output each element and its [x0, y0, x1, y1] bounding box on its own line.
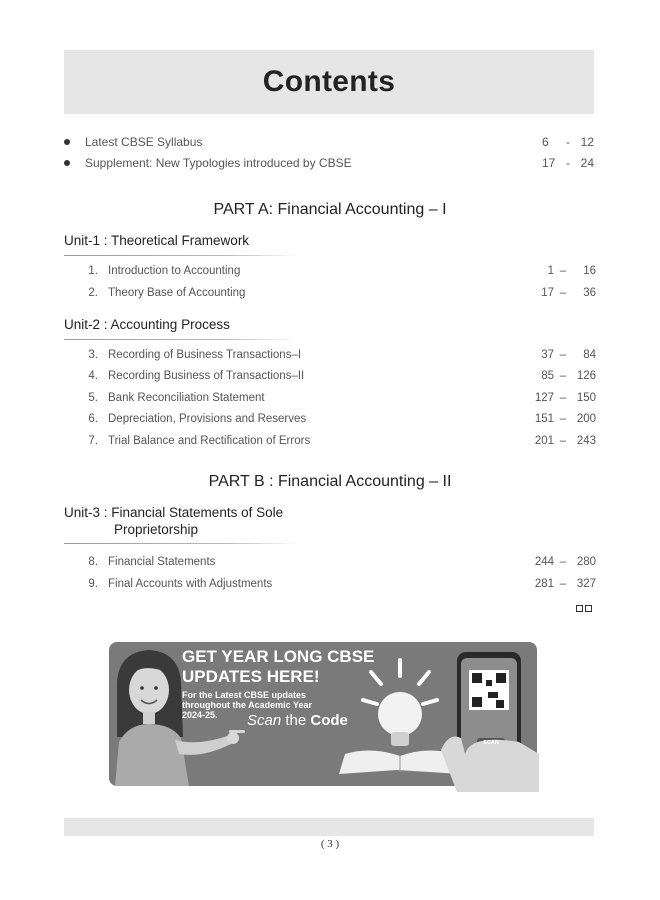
chapter-number: 1.: [88, 265, 98, 277]
chapter-title: Bank Reconciliation Statement: [108, 392, 265, 404]
unit-divider: [64, 339, 299, 340]
page-start: 17: [541, 287, 554, 299]
entry-title: Latest CBSE Syllabus: [85, 135, 203, 149]
toc-chapter-entry[interactable]: [64, 261, 596, 281]
end-of-contents-mark: [576, 605, 592, 612]
page-end: 36: [583, 287, 596, 299]
footer-band: [64, 818, 594, 836]
chapter-title: Recording of Business Transactions–I: [108, 349, 302, 361]
part-b-heading: PART B : Financial Accounting – II: [208, 473, 452, 490]
page-range: [528, 261, 596, 281]
page-start: 151: [534, 413, 554, 425]
range-dash: –: [559, 349, 567, 361]
toc-bullet-entry[interactable]: [64, 153, 594, 173]
chapter-title: Final Accounts with Adjustments: [108, 578, 273, 590]
chapter-title: Introduction to Accounting: [108, 265, 241, 277]
range-dash: –: [559, 413, 567, 425]
page-title: Contents: [262, 65, 396, 98]
page-end: 243: [576, 435, 596, 447]
chapter-number: 9.: [88, 578, 98, 590]
range-dash: –: [559, 435, 567, 447]
page-range: [528, 366, 596, 386]
unit-2-heading: Unit-2 : Accounting Process: [64, 317, 230, 332]
chapter-number: 2.: [88, 287, 98, 299]
toc-chapter-entry[interactable]: [64, 345, 596, 365]
square-icon: [585, 605, 592, 612]
page-end: 280: [576, 556, 596, 568]
page-range: [528, 431, 596, 451]
page-end: 200: [576, 413, 596, 425]
toc-chapter-entry[interactable]: [64, 431, 596, 451]
page-start: 244: [534, 556, 554, 568]
range-dash: –: [559, 370, 567, 382]
chapter-title: Trial Balance and Rectification of Errors: [108, 435, 311, 447]
chapter-title: Depreciation, Provisions and Reserves: [108, 413, 307, 425]
banner-subtitle-line2: throughout the Academic Year: [182, 700, 313, 710]
page-end: 24: [580, 156, 594, 170]
chapter-number: 8.: [88, 556, 98, 568]
toc-chapter-entry[interactable]: [64, 409, 596, 429]
title-band: [64, 50, 594, 114]
range-dash: –: [559, 287, 567, 299]
page-number: ( 3 ): [320, 838, 340, 850]
chapter-number: 3.: [88, 349, 98, 361]
unit-3-heading: [64, 504, 283, 538]
banner-title: [182, 647, 382, 687]
range-dash: –: [559, 578, 567, 590]
page-end: 150: [576, 392, 596, 404]
toc-chapter-entry[interactable]: [64, 552, 596, 572]
range-dash: –: [559, 265, 567, 277]
page-range: [528, 409, 596, 429]
chapter-title: Recording Business of Transactions–II: [108, 370, 305, 382]
page-end: 126: [576, 370, 596, 382]
phone-qr-icon: [441, 652, 539, 792]
chapter-title: Theory Base of Accounting: [108, 287, 246, 299]
page-start: 37: [541, 349, 554, 361]
code-word: Code: [310, 712, 348, 729]
unit-1-heading: Unit-1 : Theoretical Framework: [64, 233, 250, 248]
the-word: the: [281, 712, 311, 729]
toc-chapter-entry[interactable]: [64, 366, 596, 386]
range-dash: –: [559, 556, 567, 568]
toc-bullet-entry[interactable]: [64, 132, 594, 152]
banner-subtitle-line3: 2024-25.: [182, 710, 218, 720]
chapter-number: 4.: [88, 370, 98, 382]
banner-subtitle-line1: For the Latest CBSE updates: [182, 690, 307, 700]
unit-3-heading-line1: Unit-3 : Financial Statements of Sole: [64, 505, 284, 520]
page-start: 17: [542, 156, 556, 170]
banner-title-line1: GET YEAR LONG CBSE: [182, 647, 375, 666]
unit-divider: [64, 543, 299, 544]
page-range: [542, 132, 594, 152]
page-range: [528, 388, 596, 408]
range-dash: -: [566, 135, 570, 149]
scan-the-code-text: [247, 712, 348, 729]
range-dash: -: [566, 156, 570, 170]
phone-scan-button[interactable]: SCAN: [483, 740, 499, 746]
part-a-heading: PART A: Financial Accounting – I: [213, 201, 447, 218]
page-start: 127: [534, 392, 554, 404]
page-end: 12: [580, 135, 594, 149]
toc-chapter-entry[interactable]: [64, 283, 596, 303]
page-end: 16: [583, 265, 596, 277]
unit-3-heading-line2: Proprietorship: [114, 522, 199, 537]
page-end: 84: [583, 349, 596, 361]
page-range: [528, 283, 596, 303]
bullet-icon: [64, 160, 70, 166]
chapter-number: 7.: [88, 435, 98, 447]
cbse-updates-banner[interactable]: [109, 642, 537, 786]
page-start: 201: [534, 435, 554, 447]
chapter-number: 5.: [88, 392, 98, 404]
toc-chapter-entry[interactable]: [64, 574, 596, 594]
page-range: [528, 552, 596, 572]
page-range: [528, 345, 596, 365]
banner-title-line2: UPDATES HERE!: [182, 667, 320, 686]
page-start: 85: [541, 370, 554, 382]
chapter-number: 6.: [88, 413, 98, 425]
page-end: 327: [576, 578, 596, 590]
page-start: 6: [542, 135, 549, 149]
bullet-icon: [64, 139, 70, 145]
page-start: 281: [534, 578, 554, 590]
toc-chapter-entry[interactable]: [64, 388, 596, 408]
page-range: [528, 574, 596, 594]
scan-word: Scan: [247, 712, 282, 729]
chapter-title: Financial Statements: [108, 556, 216, 568]
page-range: [542, 153, 594, 173]
entry-title: Supplement: New Typologies introduced by CBSE: [85, 156, 352, 170]
square-icon: [576, 605, 583, 612]
unit-divider: [64, 255, 299, 256]
range-dash: –: [559, 392, 567, 404]
page-start: 1: [547, 265, 554, 277]
